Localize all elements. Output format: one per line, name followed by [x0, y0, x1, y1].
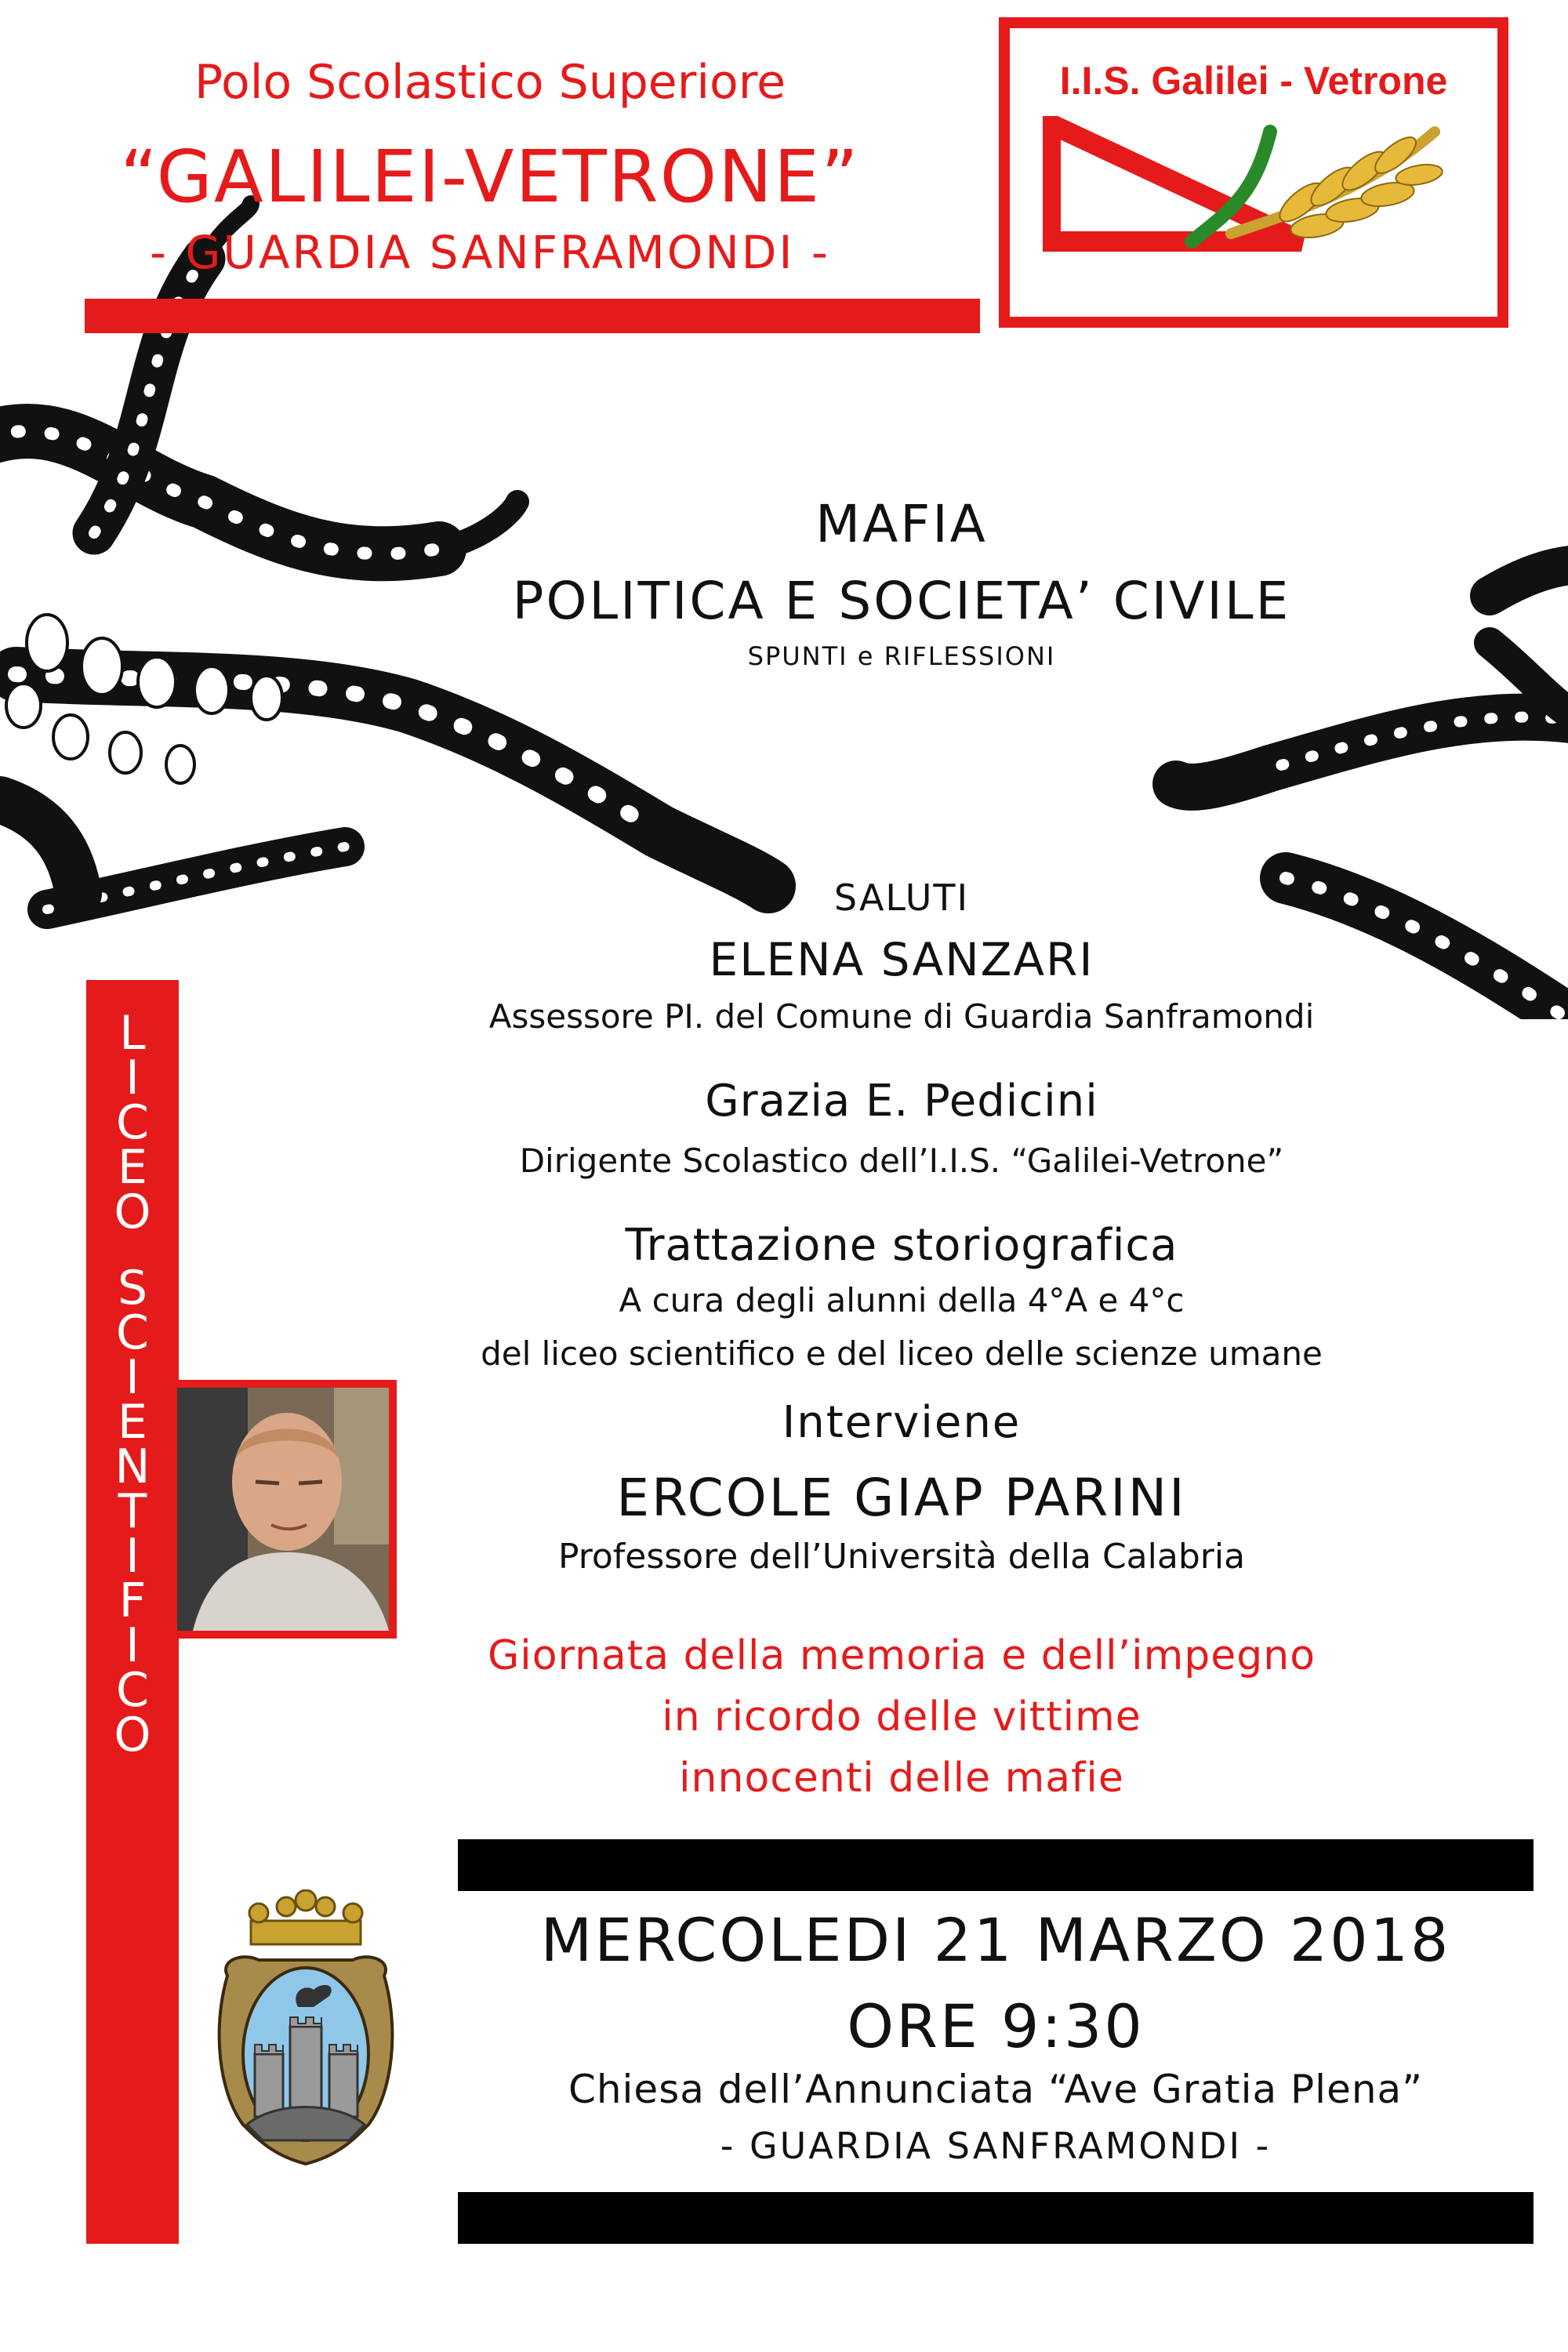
coat-of-arms-icon: [212, 1889, 400, 2172]
memorial-line3: innocenti delle mafie: [679, 1755, 1124, 1802]
date-bar-top: [458, 1839, 1534, 1891]
event-venue: Chiesa dell’Annunciata “Ave Gratia Plena”: [568, 2067, 1424, 2112]
section-title: Trattazione storiografica: [625, 1220, 1178, 1271]
date-bar-bottom: [458, 2192, 1534, 2244]
title-mafia: MAFIA: [815, 494, 988, 554]
guest-role: Professore dell’Università della Calabria: [557, 1537, 1246, 1577]
memorial-line1: Giornata della memoria e dell’impegno: [487, 1632, 1316, 1679]
event-town: - GUARDIA SANFRAMONDI -: [720, 2125, 1272, 2167]
memorial-line2: in ricordo delle vittime: [662, 1693, 1142, 1740]
saluti-label: SALUTI: [833, 877, 970, 919]
section-line2: del liceo scientifico e del liceo delle scienze umane: [481, 1334, 1323, 1373]
event-date: MERCOLEDI 21 MARZO 2018: [540, 1905, 1451, 1975]
speaker2-role: Dirigente Scolastico dell’I.I.S. “Galilei-Vetrone”: [519, 1142, 1284, 1180]
title-main: POLITICA E SOCIETA’ CIVILE: [512, 571, 1291, 631]
section-line1: A cura degli alunni della 4°A e 4°c: [619, 1281, 1185, 1319]
guest-name: ERCOLE GIAP PARINI: [616, 1468, 1187, 1528]
speaker2-name: Grazia E. Pedicini: [705, 1076, 1098, 1127]
interviene-label: Interviene: [782, 1397, 1022, 1448]
side-band-text: L I C E O S C I E N T I F I C O: [114, 1006, 151, 1762]
header-bar: [85, 299, 980, 333]
school-location: - GUARDIA SANFRAMONDI -: [150, 226, 830, 279]
school-logo-icon: [1043, 116, 1466, 273]
speaker1-name: ELENA SANZARI: [709, 933, 1094, 986]
school-name: Polo Scolastico Superiore: [194, 55, 786, 110]
speaker1-role: Assessore PI. del Comune di Guardia Sanframondi: [488, 997, 1315, 1036]
logo-text: I.I.S. Galilei - Vetrone: [1059, 59, 1448, 103]
event-time: ORE 9:30: [847, 1991, 1145, 2061]
school-title: “GALILEI-VETRONE”: [120, 135, 860, 219]
title-subtitle: SPUNTI e RIFLESSIONI: [747, 641, 1056, 671]
